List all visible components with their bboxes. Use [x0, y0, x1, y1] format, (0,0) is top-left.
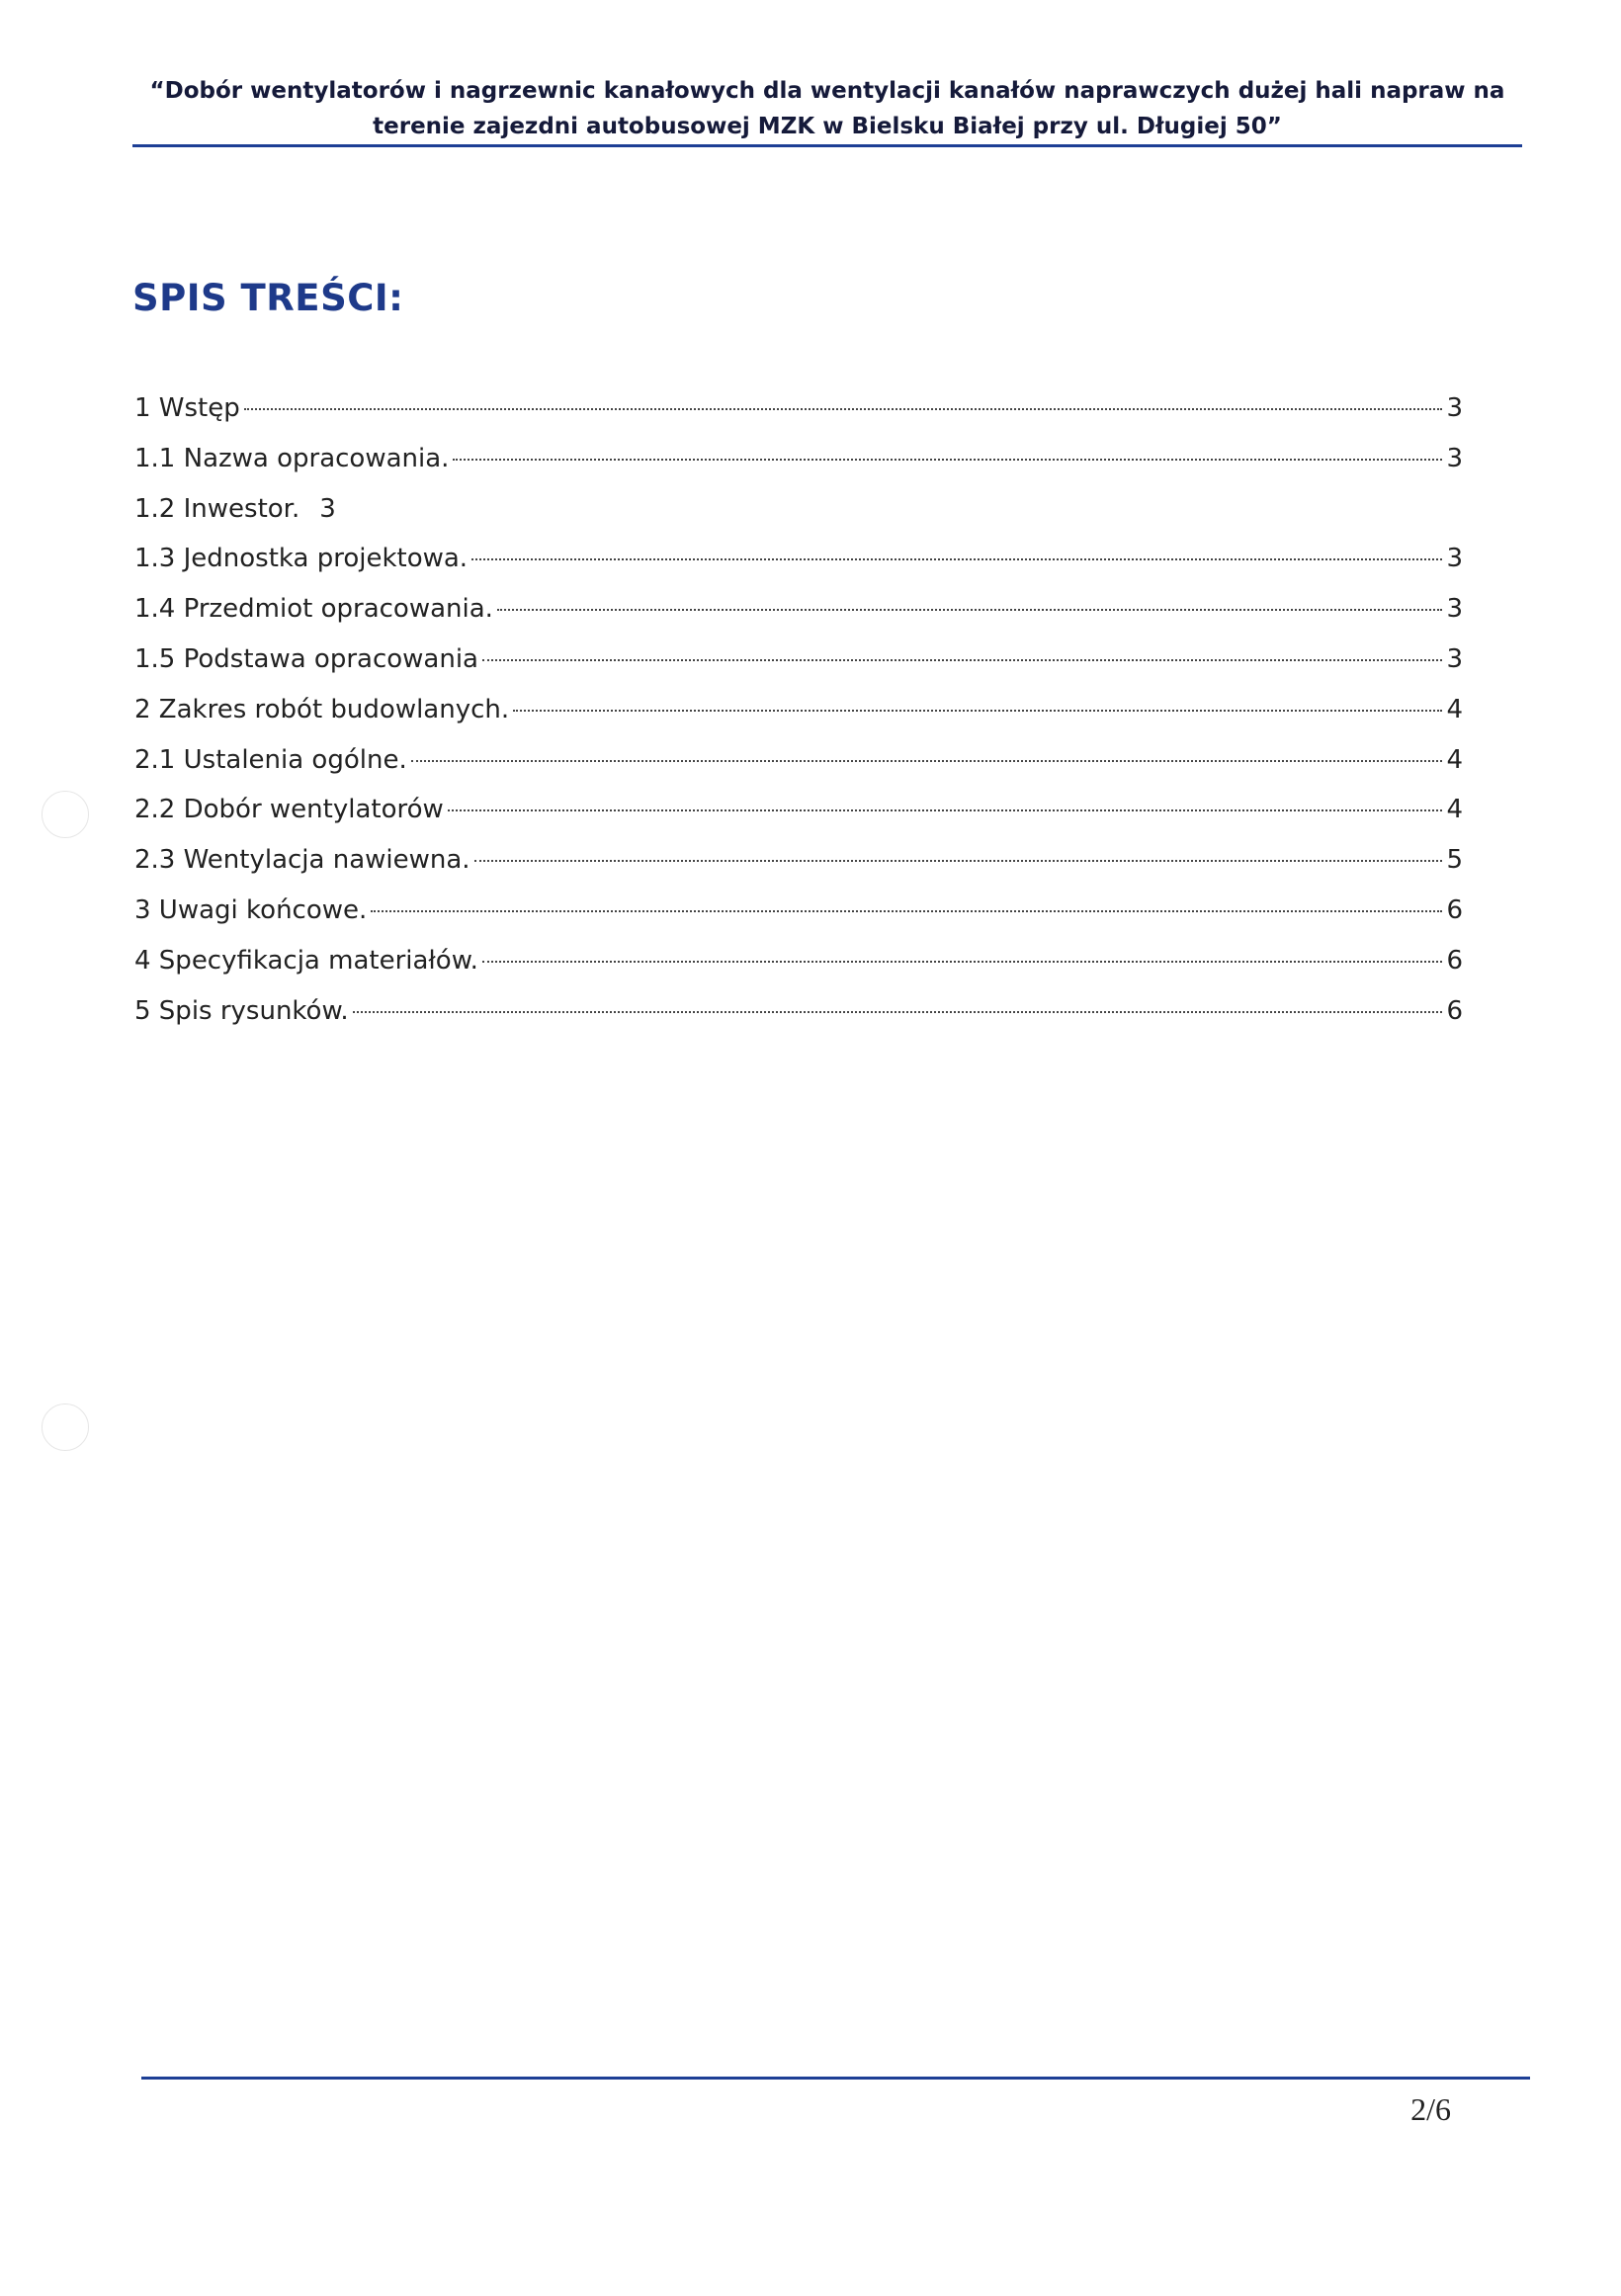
toc-dot-leader: [482, 961, 1443, 963]
toc-entry-label: 5 Spis rysunków.: [134, 995, 349, 1026]
toc-entry[interactable]: [134, 695, 1463, 745]
toc-title: SPIS TREŚCI:: [132, 277, 404, 319]
toc-entry-page: 3: [1446, 594, 1463, 625]
toc-entry-label: 1.3 Jednostka projektowa.: [134, 544, 469, 574]
toc-dot-leader: [453, 459, 1442, 461]
toc-entry-page: 3: [1446, 393, 1463, 423]
toc-dot-leader: [482, 659, 1442, 661]
toc-entry-label: 3 Uwagi końcowe.: [134, 894, 368, 925]
toc-entry-page: 3: [1446, 443, 1463, 473]
toc-entry[interactable]: [134, 594, 1463, 644]
toc-entry[interactable]: [134, 745, 1463, 796]
toc-entry[interactable]: [134, 845, 1463, 895]
toc-entry[interactable]: [134, 895, 1463, 946]
toc-entry[interactable]: [134, 494, 1463, 545]
toc-entry-label: 2.3 Wentylacja nawiewna.: [134, 845, 470, 876]
toc-dot-leader: [474, 860, 1443, 862]
header-line-1: “Dobór wentylatorów i nagrzewnic kanałowych dla wentylacji kanałów naprawczych dużej hali napraw na: [149, 78, 1505, 104]
toc-entry-page: 4: [1446, 694, 1463, 724]
toc-entry-label: 1.4 Przedmiot opracowania.: [134, 594, 493, 625]
document-header: [132, 73, 1522, 144]
toc-dot-leader: [471, 558, 1442, 560]
toc-entry[interactable]: [134, 795, 1463, 845]
toc-entry-label: 2 Zakres robót budowlanych.: [134, 694, 510, 724]
footer-divider: [141, 2077, 1530, 2080]
toc-entry-label: 2.1 Ustalenia ogólne.: [134, 744, 407, 775]
toc-dot-leader: [448, 809, 1443, 811]
toc-entry-label: 1.2 Inwestor.: [134, 493, 300, 524]
toc-entry-page: 3: [1446, 544, 1463, 574]
toc-entry-label: 1 Wstęp: [134, 393, 240, 423]
toc-entry-page: 3: [1446, 643, 1463, 674]
toc-entry[interactable]: [134, 393, 1463, 444]
toc-entry[interactable]: [134, 444, 1463, 494]
table-of-contents: [134, 393, 1463, 1046]
toc-dot-leader: [353, 1011, 1443, 1013]
toc-entry-page: 6: [1446, 945, 1463, 976]
punch-hole-mark: [42, 1403, 89, 1451]
toc-entry-page: 4: [1446, 795, 1463, 825]
toc-entry-label: 2.2 Dobór wentylatorów: [134, 795, 444, 825]
toc-entry[interactable]: [134, 946, 1463, 996]
toc-entry-page: 6: [1446, 894, 1463, 925]
punch-hole-mark: [42, 791, 89, 838]
toc-entry[interactable]: [134, 544, 1463, 594]
page-number: 2/6: [1410, 2091, 1451, 2127]
toc-dot-leader: [497, 609, 1443, 611]
toc-entry[interactable]: [134, 644, 1463, 695]
toc-entry-label: 4 Specyfikacja materiałów.: [134, 945, 478, 976]
toc-entry-label: 1.1 Nazwa opracowania.: [134, 443, 450, 473]
toc-entry-page: 4: [1446, 744, 1463, 775]
toc-dot-leader: [244, 408, 1443, 410]
toc-entry-label: 1.5 Podstawa opracowania: [134, 643, 478, 674]
toc-entry-page: 3: [319, 493, 336, 524]
toc-entry-page: 5: [1446, 845, 1463, 876]
toc-dot-leader: [411, 760, 1443, 762]
toc-entry[interactable]: [134, 996, 1463, 1047]
header-line-2: terenie zajezdni autobusowej MZK w Bielsku Białej przy ul. Długiej 50”: [373, 114, 1282, 139]
header-divider: [132, 144, 1522, 147]
toc-dot-leader: [513, 710, 1442, 712]
toc-entry-page: 6: [1446, 995, 1463, 1026]
toc-dot-leader: [371, 910, 1442, 912]
